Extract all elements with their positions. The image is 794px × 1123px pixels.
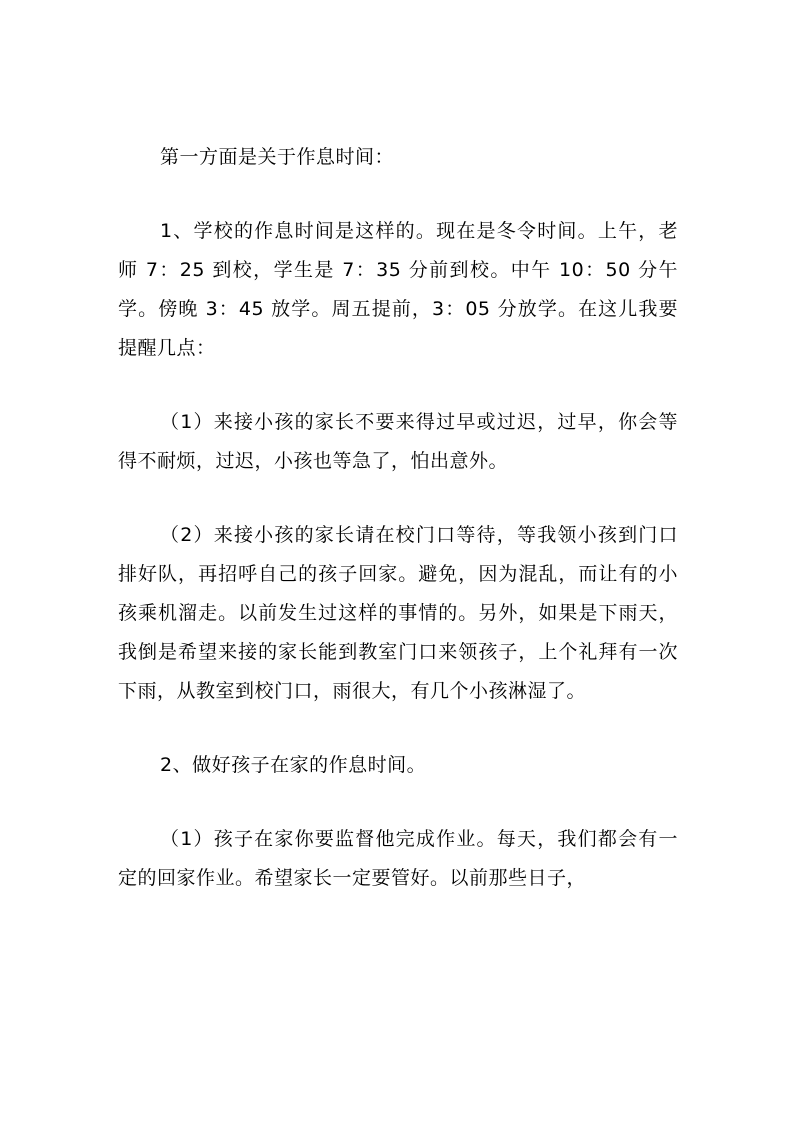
paragraph-pickup-location: （2）来接小孩的家长请在校门口等待，等我领小孩到门口排好队，再招呼自己的孩子回家。避免，因为混乱，而让有的小孩乘机溜走。以前发生过这样的事情的。另外，如果是下雨天，我倒是希望来接的家长能到教室门口来领孩子，上个礼拜有一次下雨，从教室到校门口，雨很大，有几个小孩淋湿了。 [118, 524, 678, 702]
paragraph-homework-supervision: （1）孩子在家你要监督他完成作业。每天，我们都会有一定的回家作业。希望家长一定要管好。以前那些日子， [118, 828, 678, 889]
paragraph-school-schedule: 1、学校的作息时间是这样的。现在是冬令时间。上午，老师 7：25 到校，学生是 7：35 分前到校。中午 10：50 分午学。傍晚 3：45 放学。周五提前，3：05 分放学。在这儿我要提醒几点： [118, 220, 678, 359]
paragraph-pickup-timing: （1）来接小孩的家长不要来得过早或过迟，过早，你会等得不耐烦，过迟，小孩也等急了，怕出意外。 [118, 411, 678, 472]
section-heading-schedule: 第一方面是关于作息时间： [160, 146, 395, 168]
document-body [118, 138, 678, 933]
paragraph-home-schedule-heading: 2、做好孩子在家的作息时间。 [160, 754, 427, 776]
